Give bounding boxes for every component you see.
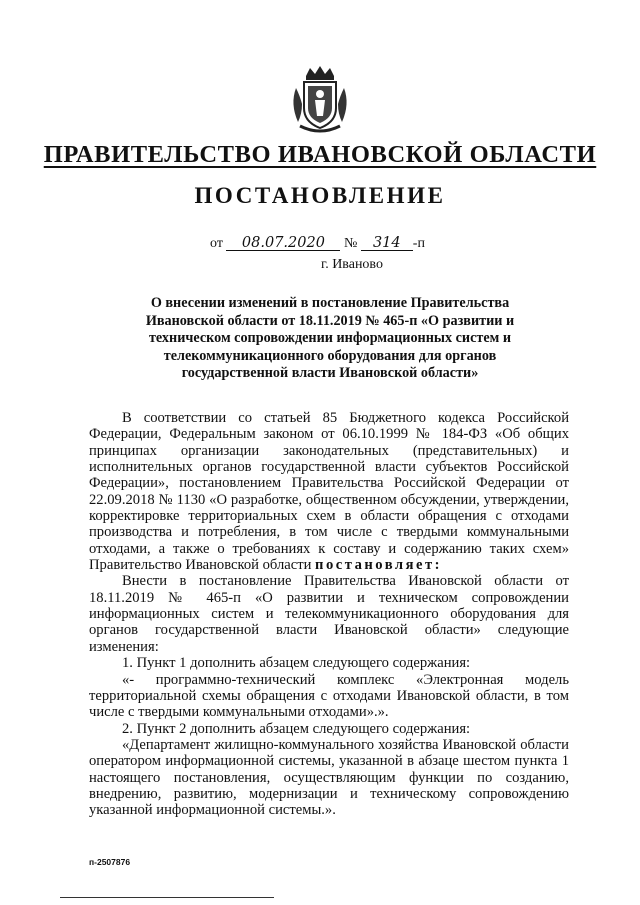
paragraph-preamble — [89, 410, 569, 573]
bottom-divider — [60, 897, 274, 898]
number-suffix: -п — [412, 236, 425, 251]
paragraph-item-1: 1. Пункт 1 дополнить абзацем следующего содержания: — [122, 655, 471, 672]
number-label: № — [343, 236, 358, 251]
from-label: от — [210, 236, 223, 251]
government-name: ПРАВИТЕЛЬСТВО ИВАНОВСКОЙ ОБЛАСТИ — [43, 141, 597, 168]
resolves-keyword: постановляет: — [315, 557, 442, 574]
paragraph-item-1-text: «- программно-технический комплекс «Электронная модель территориальной схемы обращения с отходами Ивановской области, в том числе с твердыми коммунальными отходами».». — [89, 671, 569, 721]
paragraph-item-2: 2. Пункт 2 дополнить абзацем следующего содержания: — [122, 720, 471, 737]
paragraph-item-2-text: «Департамент жилищно-коммунального хозяйства Ивановской области оператором информационной системы, указанной в абзаце шестом пункта 1 настоящего постановления, осуществляющим функции по созданию, внедрению, развитию, модернизации и техническому сопровождению указанной информационной системы.». — [89, 736, 569, 819]
decree-title: О внесении изменений в постановление Правительства Ивановской области от 18.11.2019 № 465-п «О развитии и техническом сопровождении информационных систем и телекоммуникационного оборудования для органов государственной власти Ивановской области» — [145, 295, 515, 381]
date-number-line — [210, 236, 425, 252]
document-code: п-2507876 — [89, 857, 131, 867]
coat-of-arms-icon — [288, 64, 352, 136]
city: г. Иваново — [321, 257, 383, 272]
decree-number: 314 — [361, 236, 413, 251]
paragraph-amend: Внести в постановление Правительства Ивановской области от 18.11.2019 № 465-п «О развитии и техническом сопровождении информационных систем и телекоммуникационного оборудования для органов государственной власти Ивановской области» следующие изменения: — [89, 573, 569, 655]
decree-body — [89, 410, 569, 819]
document-type: ПОСТАНОВЛЕНИЕ — [194, 183, 446, 208]
decree-date: 08.07.2020 — [226, 236, 340, 251]
preamble-text: В соответствии со статьей 85 Бюджетного кодекса Российской Федерации, Федеральным законом от 06.10.1999 № 184-ФЗ «Об общих принципах организации законодательных (представительных) и исполнительных органов государственной власти субъектов Российской Федерации», постановлением Правительства Российской Федерации от 22.09.2018 № 1130 «О разработке, общественном обсуждении, утверждении, корректировке территориальных схем в области обращения с отходами производства и потребления, в том числе с твердыми коммунальными отходами, а также о требованиях к составу и содержанию таких схем» Правительство Ивановской области — [89, 410, 569, 574]
